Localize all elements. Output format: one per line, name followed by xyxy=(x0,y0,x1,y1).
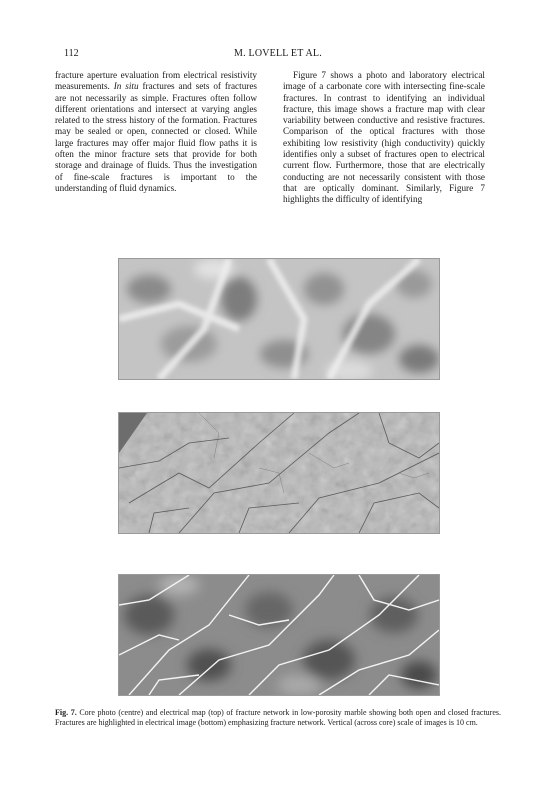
figure-caption xyxy=(55,708,501,728)
electrical-map-image xyxy=(118,258,440,380)
running-head: M. LOVELL ET AL. xyxy=(234,48,322,59)
fracture-highlight-image xyxy=(118,574,440,696)
left-text-italic: In situ xyxy=(113,81,139,92)
left-text-1: fracture aperture evaluation from electrical resistivity measurements. xyxy=(55,70,257,92)
page-header xyxy=(64,48,492,62)
page-number: 112 xyxy=(64,48,79,59)
left-text-2: fractures and sets of fractures are not necessarily as simple. Fractures often follow different orientations and intersect at varying angles related to the stress history of the formation. Fractures may be sealed or open, connected or closed. While large fractures may offer major fluid flow paths it is often the minor fracture sets that provide for both storage and drainage of fluids. Thus the investigation of fine-scale fractures is important to the understanding of fluid dynamics. xyxy=(55,81,257,193)
core-photo-image xyxy=(118,412,440,534)
caption-label: Fig. 7. xyxy=(55,708,77,717)
left-column-paragraph xyxy=(55,70,257,194)
caption-text: Core photo (centre) and electrical map (top) of fracture network in low-porosity marble showing both open and closed fractures. Fractures are highlighted in electrical image (bottom) emphasizing fracture network. Vertical (across core) scale of images is 10 cm. xyxy=(55,708,501,727)
right-column xyxy=(283,70,485,206)
left-column xyxy=(55,70,257,194)
right-column-paragraph: Figure 7 shows a photo and laboratory electrical image of a carbonate core with intersecting fine-scale fractures. In contrast to identifying an individual fracture, this image shows a fracture map with clear variability between conductive and resistive fractures. Comparison of the optical fractures with those exhibiting low resistivity (high conductivity) quickly identifies only a subset of fractures open to electrical current flow. Furthermore, those that are electrically conducting are not necessarily consistent with those that are optically dominant. Similarly, Figure 7 highlights the difficulty of identifying xyxy=(283,70,485,205)
